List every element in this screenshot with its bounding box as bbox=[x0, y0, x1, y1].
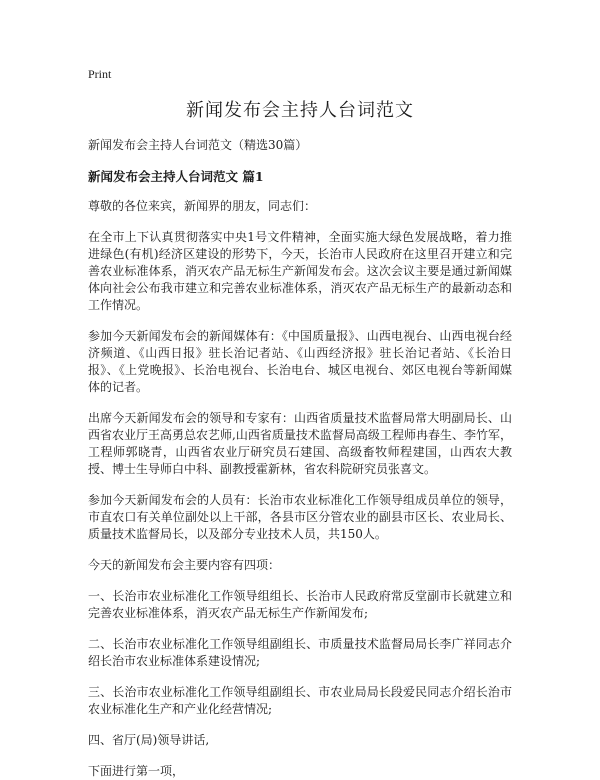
print-link[interactable]: Print bbox=[88, 67, 112, 81]
document-title: 新闻发布会主持人台词范文 bbox=[186, 100, 414, 121]
paragraph-agenda-item-1: 一、长治市农业标准化工作领导组组长、长治市人民政府常反堂副市长就建立和完善农业标准体系，消灭农产品无标生产作新闻发布; bbox=[88, 589, 512, 620]
paragraph-greeting: 尊敬的各位来宾，新闻界的朋友，同志们： bbox=[88, 199, 317, 213]
section-heading: 新闻发布会主持人台词范文 篇1 bbox=[88, 169, 264, 184]
paragraph-leaders: 出席今天新闻发布会的领导和专家有：山西省质量技术监督局常大明副局长、山西省农业厅王高勇总农艺师,山西省质量技术监督局高级工程师冉春生、李竹军，工程师郭晓青，山西省农业厅研究员石建国、高级畜牧师程建国，山西农大教授、博士生导师白中科、副教授霍新林，省农科院研究员张喜文。 bbox=[88, 411, 512, 476]
paragraph-agenda-item-3: 三、长治市农业标准化工作领导组副组长、市农业局局长段爱民同志介绍长治市农业标准化生产和产业化经营情况; bbox=[88, 685, 512, 716]
document-subtitle: 新闻发布会主持人台词范文（精选30篇） bbox=[88, 138, 308, 152]
paragraph-next: 下面进行第一项， bbox=[88, 764, 185, 778]
paragraph-agenda-intro: 今天的新闻发布会主要内容有四项： bbox=[88, 558, 281, 572]
paragraph-agenda-item-2: 二、长治市农业标准化工作领导组副组长、市质量技术监督局局长李广祥同志介绍长治市农业标准体系建设情况; bbox=[88, 637, 512, 668]
paragraph-agenda-item-4: 四、省厅(局)领导讲话, bbox=[88, 733, 210, 747]
paragraph-intro: 在全市上下认真贯彻落实中央1号文件精神，全面实施大绿色发展战略，着力推进绿色(有机)经济区建设的形势下，今天，长治市人民政府在这里召开建立和完善农业标准体系，消灭农产品无标生产新闻发布会。这次会议主要是通过新闻媒体向社会公布我市建立和完善农业标准体系，消灭农产品无标生产的最新动态和工作情况。 bbox=[88, 230, 512, 312]
paragraph-media: 参加今天新闻发布会的新闻媒体有：《中国质量报》、山西电视台、山西电视台经济频道、《山西日报》驻长治记者站、《山西经济报》驻长治记者站、《长治日报》、《上党晚报》、长治电视台、长治电台、城区电视台、郊区电视台等新闻媒体的记者。 bbox=[88, 329, 512, 394]
paragraph-attendees: 参加今天新闻发布会的人员有：长治市农业标准化工作领导组成员单位的领导，市直农口有关单位副处以上干部，各县市区分管农业的副县市区长、农业局长、质量技术监督局长，以及部分专业技术人员，共150人。 bbox=[88, 493, 512, 541]
